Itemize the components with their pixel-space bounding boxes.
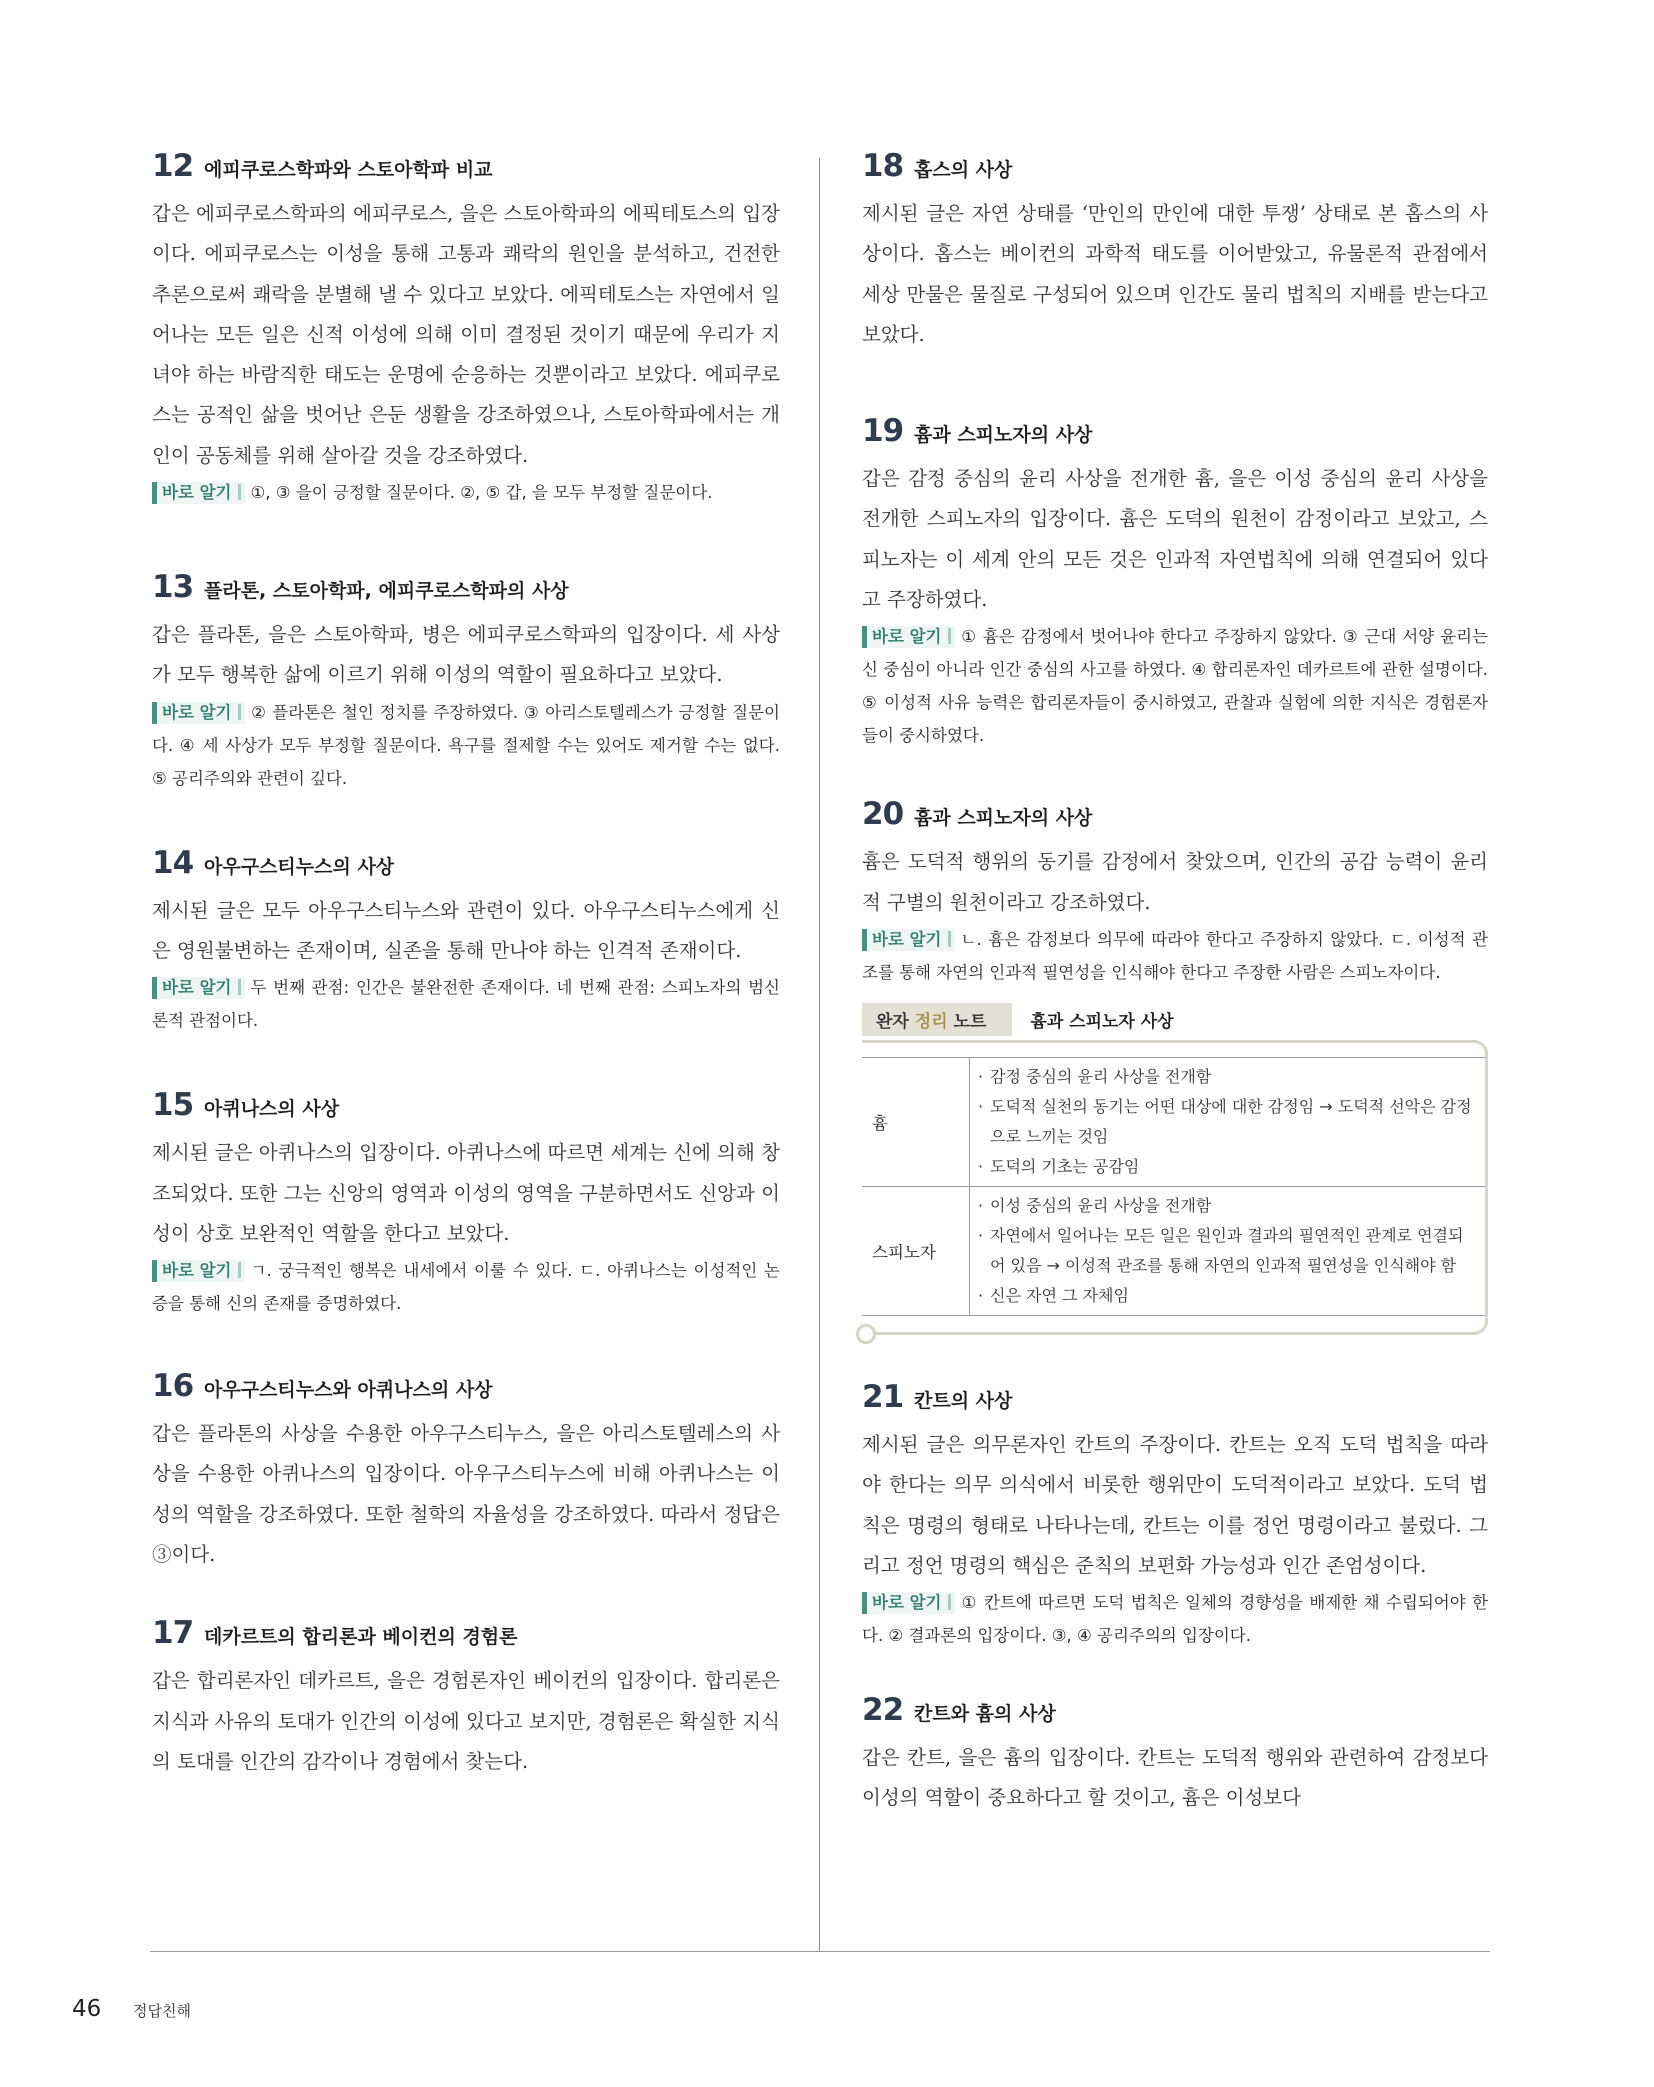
- footer-rule: [150, 1951, 1490, 1952]
- question-title: 데카르트의 합리론과 베이컨의 경험론: [204, 1626, 518, 1649]
- quick-check: [862, 923, 1488, 989]
- quick-check-text: ② 플라톤은 철인 정치를 주장하였다. ③ 아리스토텔레스가 긍정할 질문이다. ④ 세 사상가 모두 부정할 질문이다. 욕구를 절제할 수는 있어도 제거할 수는 없다. ⑤ 공리주의와 관련이 깊다.: [152, 702, 780, 788]
- quick-check-text: ① 흄은 감정에서 벗어나야 한다고 주장하지 않았다. ③ 근대 서양 윤리는 신 중심이 아니라 인간 중심의 사고를 하였다. ④ 합리론자인 데카르트에 관한 설명이다. ⑤ 이성적 사유 능력은 합리론자들이 중시하였고, 관찰과 실험에 의한 지식은 경험론자들이 중시하였다.: [862, 627, 1488, 746]
- footer-label: 정답친해: [133, 2002, 191, 2020]
- summary-table: [862, 1057, 1485, 1316]
- summary-note-topic: 흄과 스피노자 사상: [1030, 1011, 1174, 1032]
- quick-check: [152, 1254, 780, 1320]
- quick-check: [862, 620, 1488, 752]
- question-number: 15: [152, 1087, 194, 1124]
- answer-13: [152, 569, 780, 795]
- quick-check-label: 바로 알기: [862, 626, 955, 648]
- answer-22: [862, 1692, 1488, 1819]
- explanation-text: 갑은 감정 중심의 윤리 사상을 전개한 흄, 을은 이성 중심의 윤리 사상을 전개한 스피노자의 입장이다. 흄은 도덕의 원천이 감정이라고 보았고, 스피노자는 이 세계 안의 모든 것은 인과적 자연법칙에 의해 연결되어 있다고 주장하였다.: [862, 467, 1488, 612]
- summary-item: 도덕의 기초는 공감임: [990, 1156, 1140, 1176]
- explanation-text: 갑은 칸트, 을은 흄의 입장이다. 칸트는 도덕적 행위와 관련하여 감정보다 이성의 역할이 중요하다고 할 것이고, 흄은 이성보다: [862, 1746, 1488, 1810]
- explanation-text: 흄은 도덕적 행위의 동기를 감정에서 찾았으며, 인간의 공감 능력이 윤리적 구별의 원천이라고 강조하였다.: [862, 850, 1488, 914]
- quick-check: [152, 476, 780, 509]
- question-number: 12: [152, 148, 194, 184]
- answer-18: [862, 148, 1488, 355]
- answer-21: [862, 1379, 1488, 1652]
- question-title: 칸트와 흄의 사상: [914, 1703, 1056, 1726]
- question-number: 21: [862, 1378, 904, 1415]
- ring-decoration-icon: [856, 1324, 876, 1344]
- quick-check-label: 바로 알기: [152, 702, 245, 724]
- right-column: [862, 148, 1488, 1819]
- quick-check: [152, 696, 780, 795]
- summary-row-values: · 이성 중심의 윤리 사상을 전개함 · 자연에서 일어나는 모든 일은 원인과 결과의 필연적인 관계로 연결되어 있음 → 이성적 관조를 통해 자연의 인과적 필연성을 인식해야 함 · 신은 자연 그 자체임: [970, 1186, 1486, 1315]
- quick-check: [152, 971, 780, 1037]
- quick-check-text: ① 칸트에 따르면 도덕 법칙은 일체의 경향성을 배제한 채 수립되어야 한다. ② 결과론의 입장이다. ③, ④ 공리주의의 입장이다.: [862, 1593, 1488, 1646]
- explanation-text: 갑은 에피쿠로스학파의 에피쿠로스, 을은 스토아학파의 에픽테토스의 입장이다. 에피쿠로스는 이성을 통해 고통과 쾌락의 원인을 분석하고, 건전한 추론으로써 쾌락을 분별해 낼 수 있다고 보았다. 에픽테토스는 자연에서 일어나는 모든 일은 신적 이성에 의해 이미 결정된 것이기 때문에 우리가 지녀야 하는 바람직한 태도는 운명에 순응하는 것뿐이라고 보았다. 에피쿠로스는 공적인 삶을 벗어난 은둔 생활을 강조하였으나, 스토아학파에서는 개인이 공동체를 위해 살아갈 것을 강조하였다.: [152, 202, 780, 467]
- quick-check: [862, 1586, 1488, 1652]
- explanation-text: 갑은 플라톤, 을은 스토아학파, 병은 에피쿠로스학파의 입장이다. 세 사상가 모두 행복한 삶에 이르기 위해 이성의 역할이 필요하다고 보았다.: [152, 623, 780, 687]
- page-number: 46: [72, 1996, 102, 2022]
- summary-row-hume: [862, 1057, 1485, 1186]
- quick-check-label: 바로 알기: [862, 1592, 955, 1614]
- question-title: 아우구스티누스와 아퀴나스의 사상: [204, 1379, 493, 1402]
- quick-check-label: 바로 알기: [152, 977, 245, 999]
- summary-row-key: 흄: [862, 1057, 970, 1186]
- summary-item: 신은 자연 그 자체임: [990, 1285, 1129, 1305]
- question-title: 플라톤, 스토아학파, 에피쿠로스학파의 사상: [204, 580, 569, 603]
- summary-row-key: 스피노자: [862, 1186, 970, 1315]
- quick-check-text: ㄱ. 궁극적인 행복은 내세에서 이룰 수 있다. ㄷ. 아퀴나스는 이성적인 논증을 통해 신의 존재를 증명하였다.: [152, 1261, 780, 1314]
- summary-item: 감정 중심의 윤리 사상을 전개함: [990, 1066, 1212, 1086]
- explanation-text: 갑은 플라톤의 사상을 수용한 아우구스티누스, 을은 아리스토텔레스의 사상을 수용한 아퀴나스의 입장이다. 아우구스티누스에 비해 아퀴나스는 이성의 역할을 강조하였다. 또한 철학의 자율성을 강조하였다. 따라서 정답은 ③이다.: [152, 1422, 780, 1567]
- summary-item: 자연에서 일어나는 모든 일은 원인과 결과의 필연적인 관계로 연결되어 있음 → 이성적 관조를 통해 자연의 인과적 필연성을 인식해야 함: [990, 1225, 1464, 1275]
- question-title: 흄과 스피노자의 사상: [914, 807, 1093, 830]
- question-number: 14: [152, 844, 194, 881]
- explanation-text: 갑은 합리론자인 데카르트, 을은 경험론자인 베이컨의 입장이다. 합리론은 지식과 사유의 토대가 인간의 이성에 있다고 보지만, 경험론은 확실한 지식의 토대를 인간의 감각이나 경험에서 찾는다.: [152, 1669, 780, 1773]
- question-title: 에피쿠로스학파와 스토아학파 비교: [204, 159, 493, 181]
- summary-row-values: · 감정 중심의 윤리 사상을 전개함 · 도덕적 실천의 동기는 어떤 대상에 대한 감정임 → 도덕적 선악은 감정으로 느끼는 것임 · 도덕의 기초는 공감임: [970, 1057, 1486, 1186]
- summary-item: 도덕적 실천의 동기는 어떤 대상에 대한 감정임 → 도덕적 선악은 감정으로 느끼는 것임: [990, 1096, 1472, 1146]
- answer-17: [152, 1615, 780, 1782]
- quick-check-label: 바로 알기: [862, 929, 955, 951]
- note-tab-suffix: 노트: [947, 1011, 987, 1032]
- question-number: 19: [862, 413, 904, 450]
- note-tab-accent: 정리: [914, 1011, 948, 1032]
- explanation-text: 제시된 글은 의무론자인 칸트의 주장이다. 칸트는 오직 도덕 법칙을 따라야 한다는 의무 의식에서 비롯한 행위만이 도덕적이라고 보았다. 도덕 법칙은 명령의 형태로 나타나는데, 칸트는 이를 정언 명령이라고 불렀다. 그리고 정언 명령의 핵심은 준칙의 보편화 가능성과 인간 존엄성이다.: [862, 1432, 1488, 1577]
- quick-check-text: 두 번째 관점: 인간은 불완전한 존재이다. 네 번째 관점: 스피노자의 범신론적 관점이다.: [152, 978, 780, 1031]
- summary-note: [862, 1003, 1488, 1335]
- explanation-text: 제시된 글은 모두 아우구스티누스와 관련이 있다. 아우구스티누스에게 신은 영원불변하는 존재이며, 실존을 통해 만나야 하는 인격적 존재이다.: [152, 898, 780, 962]
- question-title: 흄과 스피노자의 사상: [914, 424, 1093, 447]
- quick-check-text: ①, ③ 을이 긍정할 질문이다. ②, ⑤ 갑, 을 모두 부정할 질문이다.: [250, 483, 713, 503]
- question-number: 13: [152, 569, 194, 606]
- question-title: 칸트의 사상: [914, 1389, 1013, 1412]
- answer-14: [152, 845, 780, 1038]
- question-number: 18: [862, 148, 904, 184]
- question-title: 아퀴나스의 사상: [204, 1098, 340, 1121]
- explanation-text: 제시된 글은 아퀴나스의 입장이다. 아퀴나스에 따르면 세계는 신에 의해 창조되었다. 또한 그는 신앙의 영역과 이성의 영역을 구분하면서도 신앙과 이성이 상호 보완적인 역할을 한다고 보았다.: [152, 1141, 780, 1245]
- summary-item: 이성 중심의 윤리 사상을 전개함: [990, 1195, 1212, 1215]
- answer-20: [862, 796, 1488, 989]
- quick-check-text: ㄴ. 흄은 감정보다 의무에 따라야 한다고 주장하지 않았다. ㄷ. 이성적 관조를 통해 자연의 인과적 필연성을 인식해야 한다고 주장한 사람은 스피노자이다.: [862, 929, 1488, 982]
- question-title: 아우구스티누스의 사상: [204, 855, 395, 878]
- question-number: 16: [152, 1368, 194, 1405]
- summary-note-tab: [862, 1003, 1012, 1036]
- answer-16: [152, 1368, 780, 1575]
- quick-check-label: 바로 알기: [152, 1260, 245, 1282]
- question-title: 홉스의 사상: [914, 159, 1013, 181]
- answer-12: [152, 148, 780, 509]
- answer-19: [862, 413, 1488, 752]
- question-number: 22: [862, 1692, 904, 1729]
- summary-row-spinoza: [862, 1186, 1485, 1315]
- question-number: 20: [862, 796, 904, 833]
- left-column: [152, 148, 780, 1782]
- answer-15: [152, 1087, 780, 1320]
- note-tab-prefix: 완자: [876, 1011, 915, 1032]
- question-number: 17: [152, 1615, 194, 1652]
- column-divider: [819, 158, 820, 1951]
- summary-note-box: [862, 1040, 1488, 1335]
- quick-check-label: 바로 알기: [152, 482, 245, 504]
- explanation-text: 제시된 글은 자연 상태를 ‘만인의 만인에 대한 투쟁’ 상태로 본 홉스의 사상이다. 홉스는 베이컨의 과학적 태도를 이어받았고, 유물론적 관점에서 세상 만물은 물질로 구성되어 있으며 인간도 물리 법칙의 지배를 받는다고 보았다.: [862, 202, 1488, 346]
